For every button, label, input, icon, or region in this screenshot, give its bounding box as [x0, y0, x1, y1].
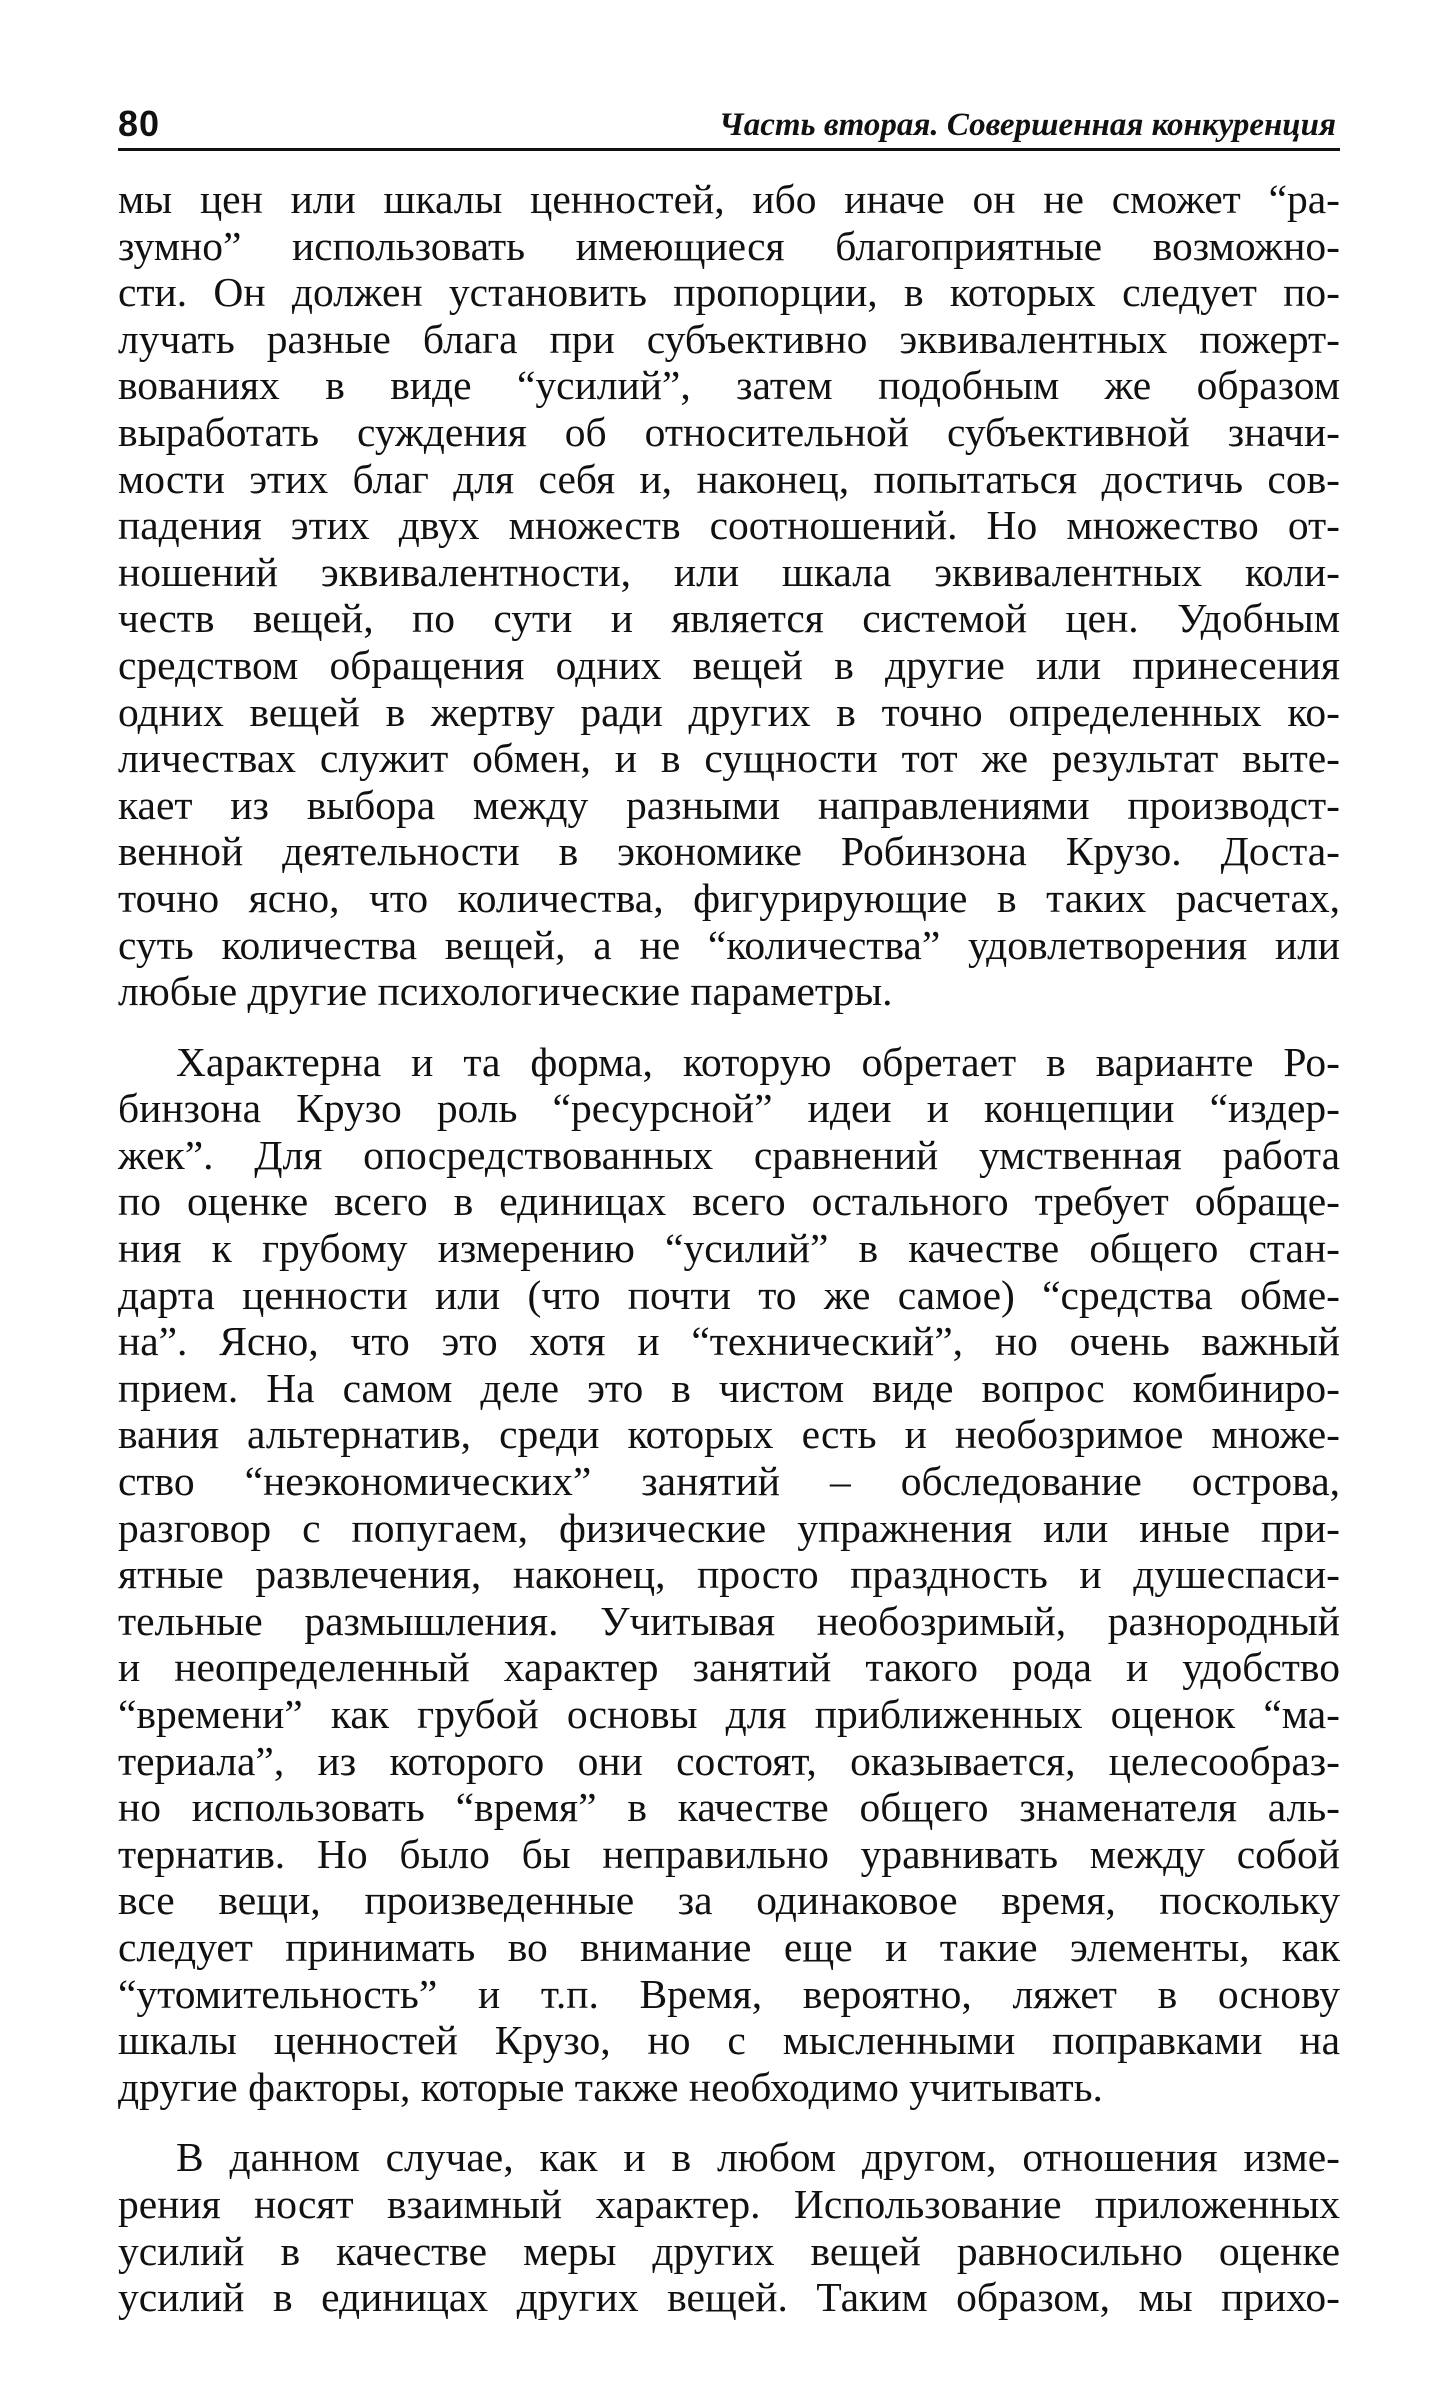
text-line: по оценке всего в единицах всего остального требует обраще- [118, 1178, 1340, 1225]
text-line: “времени” как грубой основы для приближенных оценок “ма- [118, 1691, 1340, 1737]
text-line: шкалы ценностей Крузо, но с мысленными поправками на [118, 2017, 1340, 2064]
text-line: рения носят взаимный характер. Использование приложенных [118, 2180, 1340, 2227]
text-line: В данном случае, как и в любом другом, отношения изме- [176, 2134, 1340, 2181]
text-line: бинзона Крузо роль “ресурсной” идеи и концепции “издер- [118, 1085, 1340, 1132]
text-line: выработать суждения об относительной субъективной значи- [118, 408, 1340, 455]
text-line: териала”, из которого они состоят, оказывается, целесообраз- [118, 1737, 1340, 1784]
paragraph [118, 176, 1340, 1015]
text-line: на”. Ясно, что это хотя и “технический”, но очень важный [118, 1318, 1340, 1365]
text-line: “утомительность” и т.п. Время, вероятно, ляжет в основу [118, 1970, 1340, 2017]
text-line: любые другие психологические параметры. [118, 968, 893, 1015]
text-line: вованиях в виде “усилий”, затем подобным же образом [118, 362, 1340, 409]
text-line: мы цен или шкалы ценностей, ибо иначе он не сможет “ра- [118, 176, 1340, 222]
text-line: усилий в качестве меры других вещей равносильно оценке [118, 2227, 1340, 2274]
text-line: дарта ценности или (что почти то же самое) “средства обме- [118, 1271, 1340, 1318]
text-line: ношений эквивалентности, или шкала эквивалентных коли- [118, 548, 1340, 595]
text-line: падения этих двух множеств соотношений. Но множество от- [118, 502, 1340, 549]
text-line: тельные размышления. Учитывая необозримый, разнородный [118, 1597, 1340, 1644]
text-line: усилий в единицах других вещей. Таким образом, мы прихо- [118, 2274, 1340, 2321]
text-line: прием. На самом деле это в чистом виде вопрос комбиниро- [118, 1364, 1340, 1411]
text-line: суть количества вещей, а не “количества” удовлетворения или [118, 921, 1340, 968]
paragraph [118, 2134, 1340, 2320]
text-line: жек”. Для опосредствованных сравнений умственная работа [118, 1131, 1340, 1178]
text-line: ния к грубому измерению “усилий” в качестве общего стан- [118, 1225, 1340, 1272]
paragraph-gap [118, 2110, 1340, 2134]
text-line: венной деятельности в экономике Робинзона Крузо. Доста- [118, 828, 1340, 875]
text-line: другие факторы, которые также необходимо учитывать. [118, 2063, 1103, 2110]
text-line: честв вещей, по сути и является системой цен. Удобным [118, 595, 1340, 642]
text-line: точно ясно, что количества, фигурирующие в таких расчетах, [118, 874, 1340, 921]
text-line: тернатив. Но было бы неправильно уравнивать между собой [118, 1830, 1340, 1877]
text-line: мости этих благ для себя и, наконец, попытаться достичь сов- [118, 455, 1340, 502]
text-line: вания альтернатив, среди которых есть и необозримое множе- [118, 1411, 1340, 1458]
running-head: Часть вторая. Совершенная конкуренция [719, 107, 1336, 143]
text-line: личествах служит обмен, и в сущности тот же результат выте- [118, 735, 1340, 782]
text-line: кает из выбора между разными направлениями производст- [118, 781, 1340, 828]
body-text [118, 176, 1340, 2321]
text-line: Характерна и та форма, которую обретает в варианте Ро- [176, 1038, 1340, 1085]
paragraph-gap [118, 1015, 1340, 1039]
text-line: и неопределенный характер занятий такого рода и удобство [118, 1644, 1340, 1691]
text-line: но использовать “время” в качестве общего знаменателя аль- [118, 1784, 1340, 1831]
text-line: разговор с попугаем, физические упражнения или иные при- [118, 1504, 1340, 1551]
text-line: следует принимать во внимание еще и такие элементы, как [118, 1923, 1340, 1970]
paragraph [118, 1039, 1340, 2111]
text-line: зумно” использовать имеющиеся благоприятные возможно- [118, 222, 1340, 269]
text-line: все вещи, произведенные за одинаковое время, поскольку [118, 1877, 1340, 1924]
text-line: сти. Он должен установить пропорции, в которых следует по- [118, 269, 1340, 316]
text-line: средством обращения одних вещей в другие или принесения [118, 641, 1340, 688]
page-header [118, 96, 1340, 151]
page-number: 80 [118, 103, 161, 144]
text-line: ятные развлечения, наконец, просто праздность и душеспаси- [118, 1551, 1340, 1598]
text-line: ство “неэкономических” занятий – обследование острова, [118, 1458, 1340, 1505]
text-line: одних вещей в жертву ради других в точно определенных ко- [118, 688, 1340, 735]
text-line: лучать разные блага при субъективно эквивалентных пожерт- [118, 315, 1340, 362]
